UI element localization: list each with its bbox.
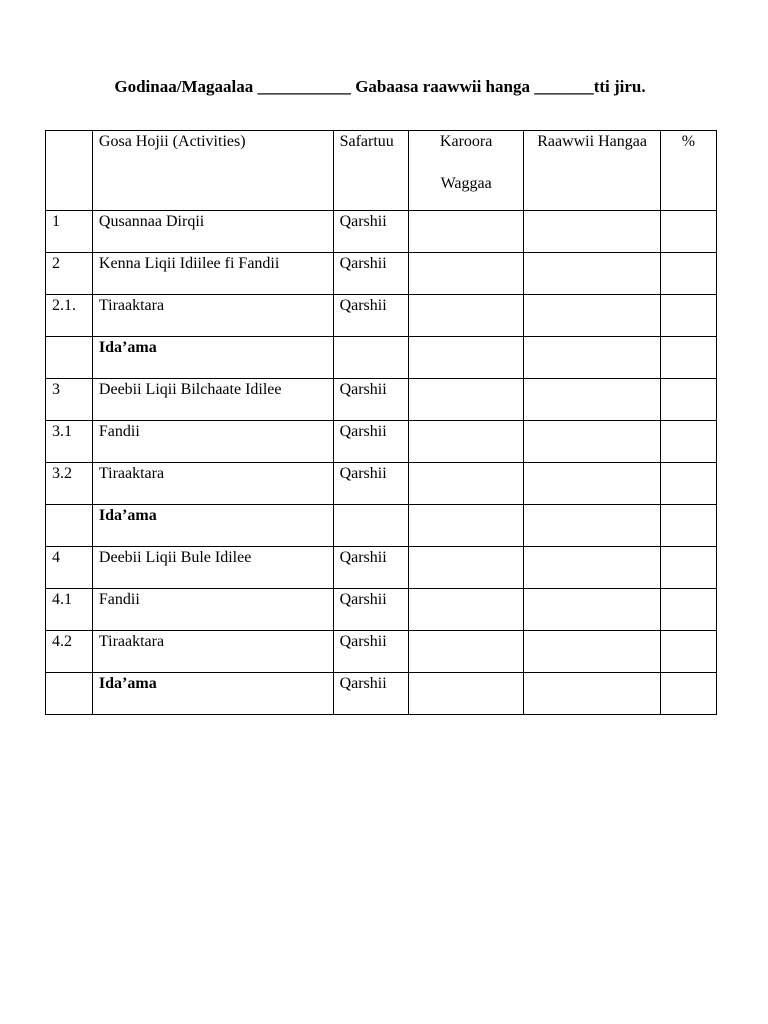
number-cell: 4 bbox=[46, 547, 93, 589]
header-percent-cell bbox=[660, 131, 716, 211]
plan-cell bbox=[409, 631, 524, 673]
table-header-row bbox=[46, 131, 717, 211]
achieved-cell bbox=[524, 631, 661, 673]
activity-cell: Qusannaa Dirqii bbox=[92, 211, 333, 253]
unit-cell: Qarshii bbox=[333, 421, 408, 463]
unit-cell: Qarshii bbox=[333, 463, 408, 505]
number-cell: 3.1 bbox=[46, 421, 93, 463]
activity-cell: Fandii bbox=[92, 421, 333, 463]
plan-cell bbox=[409, 547, 524, 589]
unit-cell: Qarshii bbox=[333, 673, 408, 715]
table-row bbox=[46, 421, 717, 463]
header-number-cell bbox=[46, 131, 93, 211]
activity-cell: Deebii Liqii Bilchaate Idilee bbox=[92, 379, 333, 421]
achieved-cell bbox=[524, 337, 661, 379]
table-row bbox=[46, 547, 717, 589]
percent-cell bbox=[660, 631, 716, 673]
unit-cell: Qarshii bbox=[333, 253, 408, 295]
percent-cell bbox=[660, 211, 716, 253]
table-row bbox=[46, 253, 717, 295]
header-activities-cell bbox=[92, 131, 333, 211]
table-row bbox=[46, 463, 717, 505]
number-cell: 3.2 bbox=[46, 463, 93, 505]
document-title: Godinaa/Magaalaa ___________ Gabaasa raawwii hanga _______tti jiru. bbox=[114, 77, 646, 96]
percent-cell bbox=[660, 379, 716, 421]
achieved-cell bbox=[524, 211, 661, 253]
table-row bbox=[46, 505, 717, 547]
header-plan-label-line2: Waggaa bbox=[440, 175, 492, 192]
plan-cell bbox=[409, 589, 524, 631]
achieved-cell bbox=[524, 505, 661, 547]
percent-cell bbox=[660, 673, 716, 715]
achieved-cell bbox=[524, 463, 661, 505]
table-row bbox=[46, 295, 717, 337]
activity-cell: Ida’ama bbox=[92, 337, 333, 379]
percent-cell bbox=[660, 337, 716, 379]
percent-cell bbox=[660, 295, 716, 337]
header-percent-label: % bbox=[681, 133, 696, 150]
plan-cell bbox=[409, 253, 524, 295]
number-cell: 4.1 bbox=[46, 589, 93, 631]
plan-cell bbox=[409, 379, 524, 421]
unit-cell: Qarshii bbox=[333, 211, 408, 253]
activity-cell: Tiraaktara bbox=[92, 631, 333, 673]
table-row bbox=[46, 589, 717, 631]
activity-cell: Ida’ama bbox=[92, 505, 333, 547]
achieved-cell bbox=[524, 589, 661, 631]
unit-cell: Qarshii bbox=[333, 547, 408, 589]
number-cell: 2.1. bbox=[46, 295, 93, 337]
plan-cell bbox=[409, 673, 524, 715]
number-cell bbox=[46, 673, 93, 715]
header-unit-cell bbox=[333, 131, 408, 211]
unit-cell: Qarshii bbox=[333, 295, 408, 337]
plan-cell bbox=[409, 211, 524, 253]
activity-cell: Tiraaktara bbox=[92, 295, 333, 337]
table-row bbox=[46, 631, 717, 673]
percent-cell bbox=[660, 421, 716, 463]
unit-cell bbox=[333, 337, 408, 379]
header-activities-label: Gosa Hojii (Activities) bbox=[98, 133, 246, 150]
header-unit-label: Safartuu bbox=[339, 133, 394, 150]
number-cell bbox=[46, 505, 93, 547]
plan-cell bbox=[409, 337, 524, 379]
report-table-body bbox=[46, 131, 717, 715]
header-achieved-label: Raawwii Hangaa bbox=[537, 133, 647, 150]
plan-cell bbox=[409, 295, 524, 337]
percent-cell bbox=[660, 589, 716, 631]
achieved-cell bbox=[524, 673, 661, 715]
table-row bbox=[46, 337, 717, 379]
activity-cell: Tiraaktara bbox=[92, 463, 333, 505]
number-cell bbox=[46, 337, 93, 379]
unit-cell: Qarshii bbox=[333, 379, 408, 421]
number-cell: 1 bbox=[46, 211, 93, 253]
achieved-cell bbox=[524, 253, 661, 295]
percent-cell bbox=[660, 253, 716, 295]
plan-cell bbox=[409, 421, 524, 463]
unit-cell bbox=[333, 505, 408, 547]
header-plan-label-line1: Karoora bbox=[439, 133, 493, 150]
header-plan-cell bbox=[409, 131, 524, 211]
unit-cell: Qarshii bbox=[333, 631, 408, 673]
table-row bbox=[46, 211, 717, 253]
number-cell: 3 bbox=[46, 379, 93, 421]
header-achieved-cell bbox=[524, 131, 661, 211]
activity-cell: Ida’ama bbox=[92, 673, 333, 715]
percent-cell bbox=[660, 505, 716, 547]
achieved-cell bbox=[524, 379, 661, 421]
number-cell: 4.2 bbox=[46, 631, 93, 673]
plan-cell bbox=[409, 505, 524, 547]
achieved-cell bbox=[524, 295, 661, 337]
report-table bbox=[45, 130, 717, 715]
number-cell: 2 bbox=[46, 253, 93, 295]
achieved-cell bbox=[524, 547, 661, 589]
activity-cell: Kenna Liqii Idiilee fi Fandii bbox=[92, 253, 333, 295]
percent-cell bbox=[660, 463, 716, 505]
unit-cell: Qarshii bbox=[333, 589, 408, 631]
plan-cell bbox=[409, 463, 524, 505]
percent-cell bbox=[660, 547, 716, 589]
table-row bbox=[46, 673, 717, 715]
activity-cell: Deebii Liqii Bule Idilee bbox=[92, 547, 333, 589]
achieved-cell bbox=[524, 421, 661, 463]
table-row bbox=[46, 379, 717, 421]
activity-cell: Fandii bbox=[92, 589, 333, 631]
